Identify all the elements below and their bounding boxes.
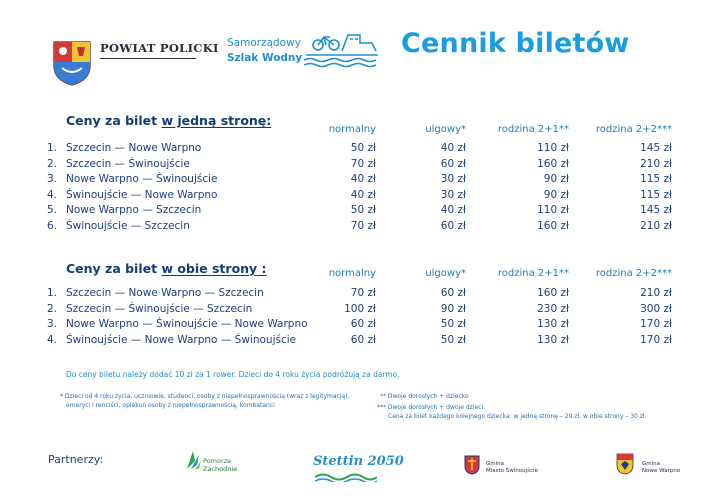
one-way-row-route: Szczecin — Nowe Warpno bbox=[66, 142, 202, 154]
round-trip-price-cell: 300 zł bbox=[640, 302, 672, 315]
one-way-row-number: 1. bbox=[47, 142, 58, 154]
one-way-price-cell: 160 zł bbox=[537, 157, 569, 170]
one-way-price-cell: 90 zł bbox=[543, 188, 569, 201]
footnote-right-2: *** Dwoje dorosłych + dwoje dzieci. bbox=[377, 404, 486, 411]
round-trip-price-cell: 100 zł bbox=[344, 302, 376, 315]
one-way-price-cell: 40 zł bbox=[350, 173, 376, 185]
footnote-right-1: ** Dwoje dorosłych + dziecko bbox=[380, 393, 469, 400]
one-way-price-cell: 70 zł bbox=[350, 157, 376, 170]
stettin-2050-logo bbox=[313, 452, 404, 484]
one-way-heading-prefix: Ceny za bilet bbox=[66, 113, 162, 128]
szlak-line-1: Samorządowy bbox=[227, 37, 301, 49]
round-trip-price-cell: 130 zł bbox=[537, 318, 569, 330]
round-trip-price-cell: 230 zł bbox=[537, 302, 569, 315]
one-way-price-cell: 40 zł bbox=[440, 204, 466, 216]
round-trip-row-route: Świnoujście — Nowe Warpno — Świnoujście bbox=[66, 333, 297, 346]
ship-bike-icon bbox=[302, 29, 382, 69]
one-way-price-cell: 30 zł bbox=[440, 188, 466, 201]
round-trip-price-cell: 170 zł bbox=[640, 318, 672, 330]
round-trip-price-cell: 210 zł bbox=[640, 287, 672, 299]
col-header-ulgowy: ulgowy* bbox=[425, 124, 466, 135]
round-trip-heading-prefix: Ceny za bilet bbox=[66, 261, 162, 276]
one-way-price-cell: 40 zł bbox=[440, 142, 466, 154]
round-trip-row-number: 2. bbox=[47, 302, 58, 315]
col-header-normalny: normalny bbox=[328, 124, 376, 135]
pomorze-line1: Pomorze bbox=[203, 457, 232, 465]
round-trip-price-cell: 60 zł bbox=[350, 333, 376, 346]
one-way-price-cell: 30 zł bbox=[440, 173, 466, 185]
round-trip-row-route: Szczecin — Świnoujście — Szczecin bbox=[66, 302, 253, 315]
pomorze-line2: Zachodnie bbox=[203, 465, 238, 473]
col-header-ulgowy-2: ulgowy* bbox=[425, 268, 466, 279]
round-trip-price-cell: 50 zł bbox=[440, 318, 466, 330]
one-way-price-cell: 110 zł bbox=[537, 204, 569, 216]
col-header-normalny-2: normalny bbox=[328, 268, 376, 279]
one-way-row-route: Nowe Warpno — Świnoujście bbox=[66, 173, 218, 185]
one-way-heading-emph: w jedną stronę: bbox=[161, 113, 272, 128]
one-way-row-route: Świnoujście — Szczecin bbox=[66, 219, 190, 232]
szlak-line-2: Szlak Wodny bbox=[227, 52, 303, 64]
one-way-price-cell: 50 zł bbox=[350, 142, 376, 154]
one-way-price-cell: 210 zł bbox=[640, 157, 672, 170]
one-way-price-cell: 115 zł bbox=[640, 173, 672, 185]
col-header-rodzina-2-2: rodzina 2+2*** bbox=[595, 124, 672, 135]
col-header-rodzina-2-2-2: rodzina 2+2*** bbox=[595, 268, 672, 279]
one-way-row-number: 4. bbox=[47, 188, 58, 201]
nowe-warpno-logo bbox=[616, 453, 696, 483]
partners-label: Partnerzy: bbox=[48, 453, 104, 466]
stettin-text: Stettin 2050 bbox=[313, 454, 404, 469]
one-way-price-cell: 90 zł bbox=[543, 173, 569, 185]
round-trip-price-cell: 60 zł bbox=[350, 318, 376, 330]
footnote-left-1: * Dzieci od 4 roku życia, uczniowie, studenci, osoby z niepełnosprawnością (wraz z legitymacją), bbox=[60, 393, 350, 400]
one-way-price-cell: 50 zł bbox=[350, 204, 376, 216]
round-trip-price-cell: 50 zł bbox=[440, 333, 466, 346]
swinoujscie-logo bbox=[464, 455, 544, 485]
one-way-price-cell: 70 zł bbox=[350, 219, 376, 232]
pomorze-zachodnie-logo bbox=[185, 445, 238, 479]
one-way-row-number: 3. bbox=[47, 173, 58, 185]
swinoujscie-line2: Miasto Świnoujście bbox=[486, 468, 538, 474]
nowe-warpno-line2: Nowe Warpno bbox=[642, 468, 681, 474]
round-trip-price-cell: 90 zł bbox=[440, 302, 466, 315]
footnote-left-2: emeryci i renciści, opiekun osoby z niepełnosprawnością, kombatanci bbox=[66, 402, 275, 409]
powiat-underline bbox=[100, 58, 196, 59]
powiat-crest-logo bbox=[52, 40, 92, 86]
round-trip-price-cell: 170 zł bbox=[640, 333, 672, 346]
one-way-price-cell: 110 zł bbox=[537, 142, 569, 154]
round-trip-row-route: Nowe Warpno — Świnoujście — Nowe Warpno bbox=[66, 318, 308, 330]
col-header-rodzina-2-1-2: rodzina 2+1** bbox=[497, 268, 569, 279]
round-trip-price-cell: 130 zł bbox=[537, 333, 569, 346]
one-way-row-number: 5. bbox=[47, 204, 58, 216]
round-trip-row-number: 4. bbox=[47, 333, 58, 346]
col-header-rodzina-2-1: rodzina 2+1** bbox=[497, 124, 569, 135]
one-way-price-cell: 60 zł bbox=[440, 157, 466, 170]
footnote-right-3: Cena za bilet każdego kolejnego dziecka: w jedną stronę – 20 zł, w obie strony – 30 zł. bbox=[388, 413, 647, 420]
round-trip-price-cell: 160 zł bbox=[537, 287, 569, 299]
round-trip-row-number: 1. bbox=[47, 287, 58, 299]
page-title: Cennik biletów bbox=[401, 28, 630, 59]
round-trip-price-cell: 70 zł bbox=[350, 287, 376, 299]
one-way-row-route: Szczecin — Świnoujście bbox=[66, 157, 190, 170]
round-trip-row-route: Szczecin — Nowe Warpno — Szczecin bbox=[66, 287, 264, 299]
one-way-price-cell: 60 zł bbox=[440, 219, 466, 232]
one-way-price-cell: 145 zł bbox=[640, 204, 672, 216]
one-way-price-cell: 40 zł bbox=[350, 188, 376, 201]
one-way-price-cell: 160 zł bbox=[537, 219, 569, 232]
nowe-warpno-line1: Gmina bbox=[642, 461, 661, 467]
round-trip-row-number: 3. bbox=[47, 318, 58, 330]
round-trip-heading-emph: w obie strony : bbox=[161, 261, 267, 276]
one-way-price-cell: 145 zł bbox=[640, 142, 672, 154]
one-way-row-number: 2. bbox=[47, 157, 58, 170]
powiat-name: POWIAT POLICKI bbox=[100, 41, 219, 55]
one-way-row-number: 6. bbox=[47, 219, 58, 232]
swinoujscie-line1: Gmina bbox=[486, 461, 505, 467]
bike-note: Do ceny biletu należy dodać 10 zł za 1 rower. Dzieci do 4 roku życia podróżują za darmo. bbox=[66, 370, 400, 379]
round-trip-heading bbox=[66, 261, 267, 276]
one-way-price-cell: 115 zł bbox=[640, 188, 672, 201]
one-way-heading bbox=[66, 113, 271, 128]
round-trip-price-cell: 60 zł bbox=[440, 287, 466, 299]
one-way-row-route: Świnoujście — Nowe Warpno bbox=[66, 188, 218, 201]
one-way-row-route: Nowe Warpno — Szczecin bbox=[66, 204, 202, 216]
one-way-price-cell: 210 zł bbox=[640, 219, 672, 232]
